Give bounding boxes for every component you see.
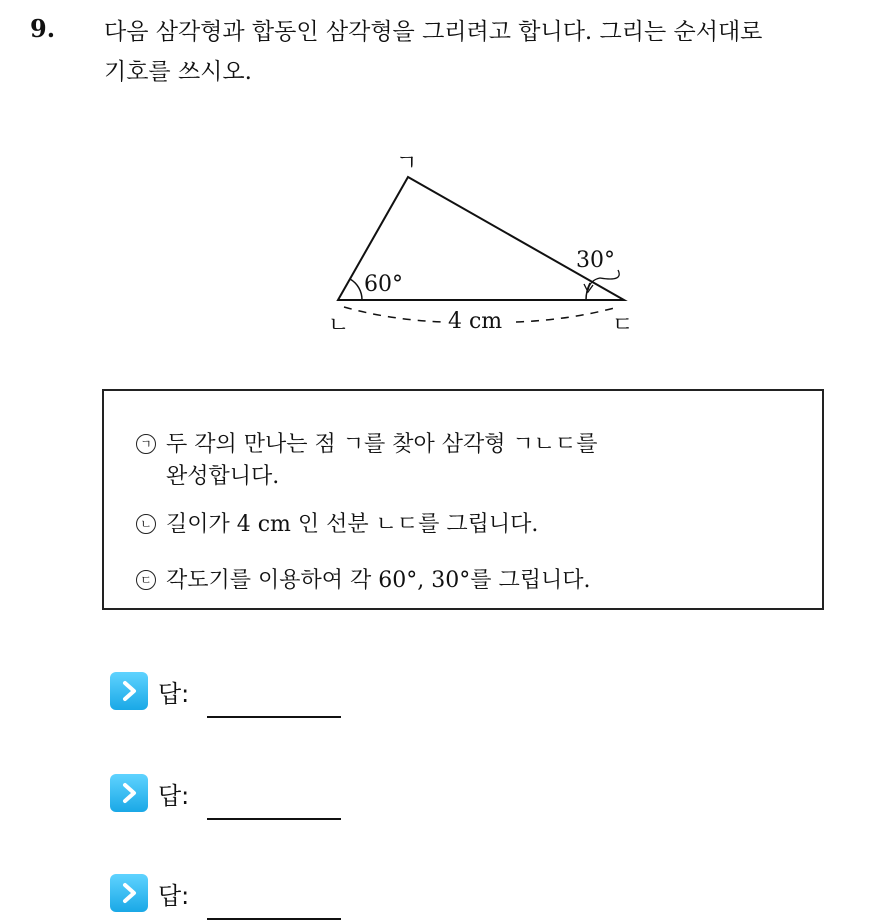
answer-blank[interactable] bbox=[207, 796, 341, 820]
angle-pointer bbox=[588, 270, 619, 290]
vertex-label-left: ㄴ bbox=[328, 313, 350, 338]
question-text-line2: 기호를 쓰시오. bbox=[104, 59, 252, 85]
step-item-giyeok bbox=[136, 429, 598, 493]
question-text-line1: 다음 삼각형과 합동인 삼각형을 그리려고 합니다. 그리는 순서대로 bbox=[104, 19, 763, 45]
vertex-label-top: ㄱ bbox=[396, 151, 418, 176]
answer-row-3 bbox=[110, 866, 341, 920]
step-text-line2: 완성합니다. bbox=[166, 464, 280, 489]
chevron-right-icon bbox=[110, 874, 148, 912]
step-mark-digeut: ㄷ bbox=[136, 570, 156, 590]
angle-arc-left bbox=[350, 279, 362, 300]
vertex-label-right: ㄷ bbox=[612, 313, 634, 338]
answer-row-1 bbox=[110, 664, 341, 718]
step-item-digeut bbox=[136, 565, 590, 597]
step-item-nieun bbox=[136, 509, 538, 541]
answer-label: 답: bbox=[158, 679, 190, 708]
length-dash-left bbox=[344, 307, 444, 322]
triangle-svg bbox=[300, 150, 660, 350]
angle-label-right: 30° bbox=[576, 248, 615, 273]
base-length-label: 4 cm bbox=[448, 309, 503, 334]
length-dash-right bbox=[516, 307, 618, 322]
step-text bbox=[166, 429, 598, 493]
angle-label-left: 60° bbox=[364, 272, 403, 297]
step-text-line1: 두 각의 만나는 점 ㄱ를 찾아 삼각형 ㄱㄴㄷ를 bbox=[166, 432, 598, 457]
steps-box bbox=[102, 389, 824, 610]
step-text: 각도기를 이용하여 각 60°, 30°를 그립니다. bbox=[166, 568, 591, 593]
answer-blank[interactable] bbox=[207, 694, 341, 718]
question-text bbox=[104, 12, 874, 92]
triangle-figure bbox=[300, 150, 660, 350]
question-number: 9. bbox=[30, 14, 56, 43]
answer-row-2 bbox=[110, 766, 341, 820]
step-mark-giyeok: ㄱ bbox=[136, 434, 156, 454]
chevron-right-icon bbox=[110, 774, 148, 812]
answer-blank[interactable] bbox=[207, 896, 341, 920]
answer-label: 답: bbox=[158, 781, 190, 810]
step-mark-nieun: ㄴ bbox=[136, 514, 156, 534]
step-text: 길이가 4 cm 인 선분 ㄴㄷ를 그립니다. bbox=[166, 512, 539, 537]
answer-label: 답: bbox=[158, 881, 190, 910]
chevron-right-icon bbox=[110, 672, 148, 710]
